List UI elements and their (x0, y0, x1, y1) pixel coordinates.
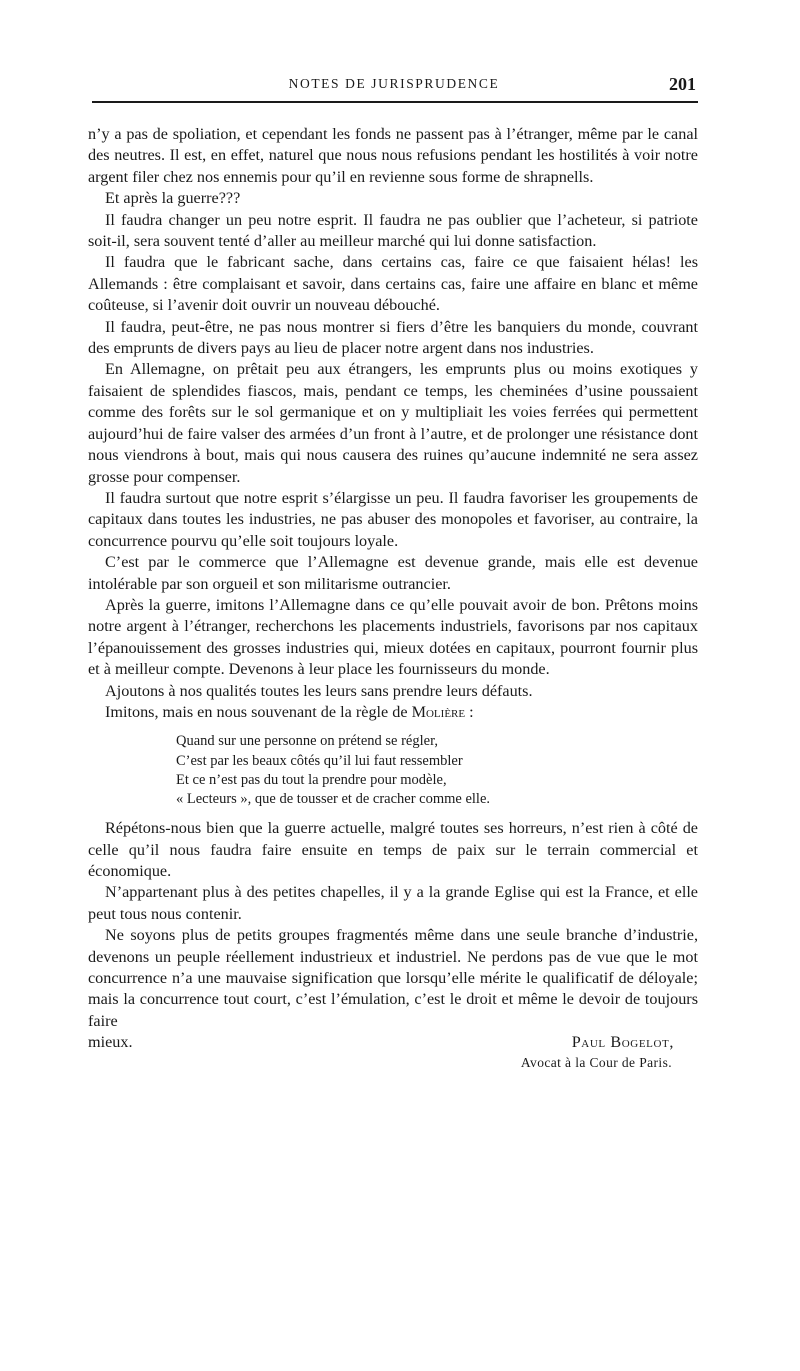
page-number: 201 (669, 74, 696, 94)
paragraph-changer-esprit: Il faudra changer un peu notre esprit. Il faudra ne pas oublier que l’acheteur, si patriote soit-il, sera souvent tenté d’aller au meilleur marché qui lui donne satisfaction. (88, 210, 698, 251)
paragraph-moliere-intro (88, 702, 698, 723)
paragraph-commerce: C’est par le commerce que l’Allemagne est devenue grande, mais elle est devenue intolérable par son orgueil et son militarisme outrancier. (88, 553, 698, 593)
header-rule (92, 101, 698, 103)
paragraph-concurrence: Ne soyons plus de petits groupes fragmentés même dans une seule branche d’industrie, devenons un peuple réellement industrieux et industriel. Ne perdons pas de vue que le mot concurrence n’a une mauvaise signification que lorsqu’elle mérite le qualificatif de déloyale; mais la concurrence tout court, c’est l’émulation, c’est le droit et même le devoir de toujours faire (88, 926, 698, 1030)
moliere-name: Molière (411, 702, 466, 721)
paragraph-repetons: Répétons-nous bien que la guerre actuelle, malgré toutes ses horreurs, n’est rien à côté de celle qu’il nous faudra faire ensuite en temps de paix sur le terrain commercial et économique. (88, 819, 698, 880)
verse-line: Et ce n’est pas du tout la prendre pour modèle, (176, 771, 447, 788)
paragraph-allemagne-emprunts: En Allemagne, on prêtait peu aux étrangers, les emprunts plus ou moins exotiques y faisaient de splendides fiascos, mais, pendant ce temps, les cheminées d’usine poussaient comme des forêts sur le sol germanique et on y multipliait les voies ferrées qui permettent aujourd’hui de faire valser des armées d’un front à l’autre, et de prolonger une résistance dont nous viendrons à bout, mais qui nous causera des ruines qu’aucune indemnité ne sera assez grosse pour compenser. (88, 360, 698, 486)
paragraph-ajoutons: Ajoutons à nos qualités toutes les leurs sans prendre leurs défauts. (105, 681, 533, 700)
verse-line: C’est par les beaux côtés qu’il lui faut ressembler (176, 752, 463, 769)
author-name: Paul Bogelot, (571, 1033, 674, 1052)
paragraph-banquiers: Il faudra, peut-être, ne pas nous montrer si fiers d’être les banquiers du monde, couvrant des emprunts de divers pays au lieu de placer notre argent dans nos industries. (88, 317, 698, 358)
final-word: mieux. (88, 1033, 133, 1052)
paragraph-apres-guerre: Et après la guerre??? (105, 189, 241, 208)
paragraph-chapelles: N’appartenant plus à des petites chapelles, il y a la grande Eglise qui est la France, et elle peut tous nous contenir. (88, 883, 698, 923)
paragraph-spoliation: n’y a pas de spoliation, et cependant les fonds ne passent pas à l’étranger, même par le canal des neutres. Il est, en effet, naturel que nous nous refusions pendant les hostilités à voir notre argent filer chez nos ennemis pour qu’il en revienne sous forme de shrapnells. (88, 125, 698, 186)
verse-quotation (176, 732, 698, 809)
paragraph-groupements: Il faudra surtout que notre esprit s’élargisse un peu. Il faudra favoriser les groupements de capitaux dans toutes les industries, ne pas abuser des monopoles et favoriser, au contraire, la concurrence pourvu qu’elle soit toujours loyale. (88, 488, 698, 550)
running-head (92, 74, 696, 96)
paragraph-imitons: Après la guerre, imitons l’Allemagne dans ce qu’elle pouvait avoir de bon. Prêtons moins notre argent à l’étranger, recherchons les placements industriels, favorisons par nos capitaux l’épanouissement des grosses industries qui, mieux dotées en capitaux, pourront fournir plus et à meilleur compte. Devenons à leur place les fournisseurs du monde. (88, 595, 698, 679)
running-title: NOTES DE JURISPRUDENCE (288, 76, 500, 91)
moliere-colon: : (465, 702, 474, 721)
article-body (88, 124, 698, 1072)
verse-line: Quand sur une personne on prétend se régler, (176, 733, 438, 750)
paragraph-fabricant: Il faudra que le fabricant sache, dans certains cas, faire ce que faisaient hélas! les Allemands : être complaisant et savoir, dans certains cas, faire une affaire en blanc et même coûteuse, si l’avenir doit ouvrir un nouveau débouché. (88, 253, 698, 315)
signature-line (88, 1032, 698, 1053)
author-affiliation: Avocat à la Cour de Paris. (520, 1054, 672, 1070)
verse-line: « Lecteurs », que de tousser et de cracher comme elle. (176, 790, 491, 807)
moliere-intro-text: Imitons, mais en nous souvenant de la règle de (105, 702, 408, 721)
